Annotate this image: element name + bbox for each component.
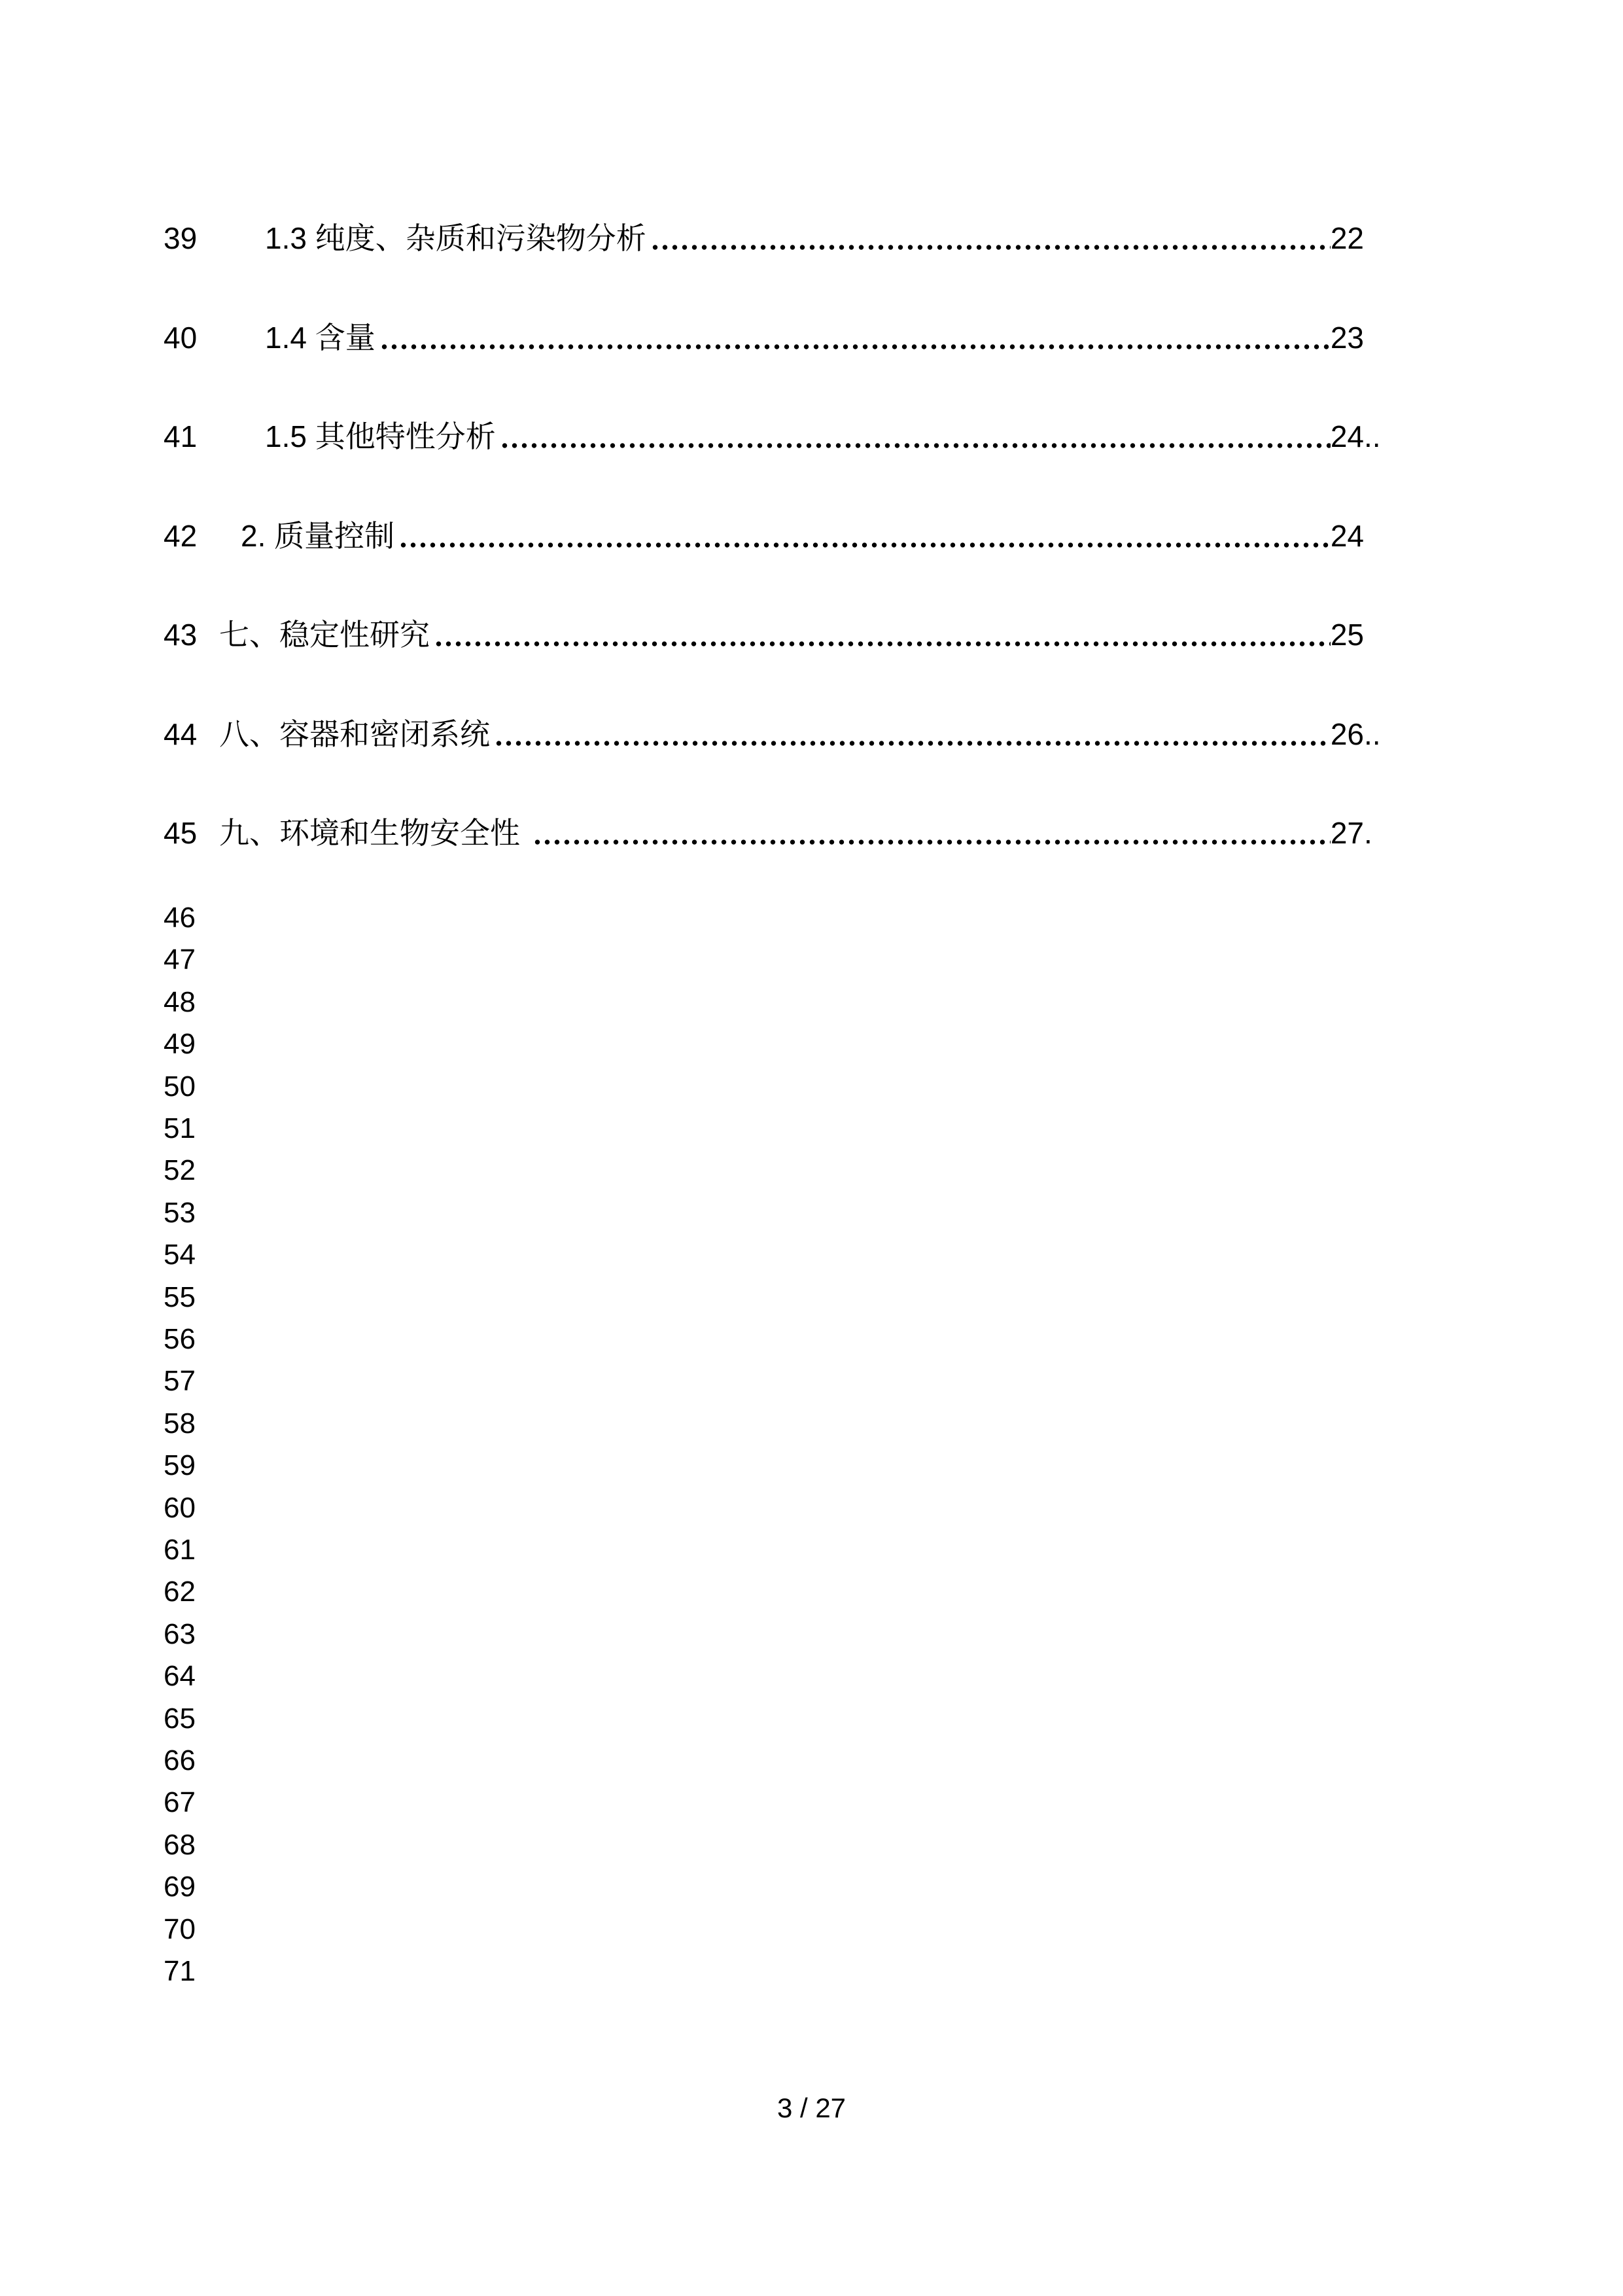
line-number: 69 (164, 1871, 196, 1903)
dot-leader (494, 715, 1331, 754)
line-number: 59 (164, 1449, 196, 1482)
page-indicator: 3 / 27 (777, 2093, 846, 2123)
line-number: 71 (164, 1955, 196, 1987)
dot-leader (650, 219, 1331, 258)
toc-page-number: 23 (1330, 320, 1364, 355)
toc-entry: 1.5 其他特性分析 24 .. (265, 417, 1364, 456)
line-number: 47 (164, 944, 196, 976)
dot-leader (532, 813, 1331, 853)
line-number: 61 (164, 1534, 196, 1566)
line-number: 43 (164, 618, 198, 652)
line-number: 49 (164, 1028, 196, 1061)
dot-leader (500, 417, 1331, 456)
line-number: 45 (164, 816, 198, 850)
line-number: 58 (164, 1407, 196, 1439)
line-number: 67 (164, 1786, 196, 1819)
toc-entry-row[interactable] (164, 417, 1381, 456)
page-footer (0, 2092, 1623, 2125)
toc-entry (219, 615, 1364, 654)
line-number: 55 (164, 1280, 196, 1313)
toc-entry-row[interactable] (164, 219, 1364, 258)
line-number: 57 (164, 1365, 196, 1398)
line-number: 53 (164, 1196, 196, 1229)
toc-entry-row[interactable] (164, 516, 1364, 556)
toc-entry-title: 八、容器和密闭系统 (219, 716, 490, 751)
line-number: 68 (164, 1828, 196, 1861)
toc-entry-title: 1.4 含量 (265, 320, 375, 355)
toc-entry: 九、环境和生物安全性 27 . (219, 813, 1364, 853)
toc-page-number: 22 (1330, 221, 1364, 255)
line-number: 39 (164, 221, 198, 255)
toc-entry-title: 七、稳定性研究 (219, 618, 430, 652)
line-number: 56 (164, 1323, 196, 1355)
toc-page-number: 25 (1330, 618, 1364, 652)
toc-page-number: 24 (1330, 419, 1364, 453)
line-number: 42 (164, 518, 198, 553)
dot-leader (434, 615, 1331, 654)
dot-leader (379, 318, 1331, 357)
toc-entry-row[interactable] (164, 318, 1364, 357)
line-number: 48 (164, 985, 196, 1018)
toc-entry-title: 2. 质量控制 (241, 518, 395, 553)
toc-page-number: 26 (1330, 716, 1364, 751)
toc-page-number: 27 (1330, 816, 1364, 850)
line-number: 65 (164, 1702, 196, 1735)
toc-entry-row[interactable] (164, 615, 1364, 654)
dot-leader (398, 516, 1331, 556)
toc-entry (265, 219, 1364, 258)
line-number: 46 (164, 902, 196, 934)
toc-entry-title: 1.5 其他特性分析 (265, 419, 496, 453)
line-number: 44 (164, 716, 198, 751)
line-number: 63 (164, 1617, 196, 1650)
toc-entry-row[interactable] (164, 715, 1381, 754)
line-number: 51 (164, 1112, 196, 1144)
toc-entry-title: 1.3 纯度、杂质和污染物分析 (265, 221, 646, 255)
toc-entry-title: 九、环境和生物安全性 (219, 816, 529, 850)
line-number: 40 (164, 320, 198, 355)
line-number: 70 (164, 1913, 196, 1945)
line-number: 50 (164, 1070, 196, 1103)
line-number: 64 (164, 1660, 196, 1693)
toc-entry-row[interactable] (164, 813, 1372, 853)
line-number: 41 (164, 419, 198, 453)
toc-entry (241, 516, 1364, 556)
toc-page-number: 24 (1330, 518, 1364, 553)
line-number: 62 (164, 1576, 196, 1608)
line-number: 66 (164, 1744, 196, 1776)
line-number: 60 (164, 1491, 196, 1524)
line-number: 54 (164, 1239, 196, 1271)
toc-entry (265, 318, 1364, 357)
toc-entry: 八、容器和密闭系统 26 .. (219, 715, 1364, 754)
line-number: 52 (164, 1154, 196, 1187)
